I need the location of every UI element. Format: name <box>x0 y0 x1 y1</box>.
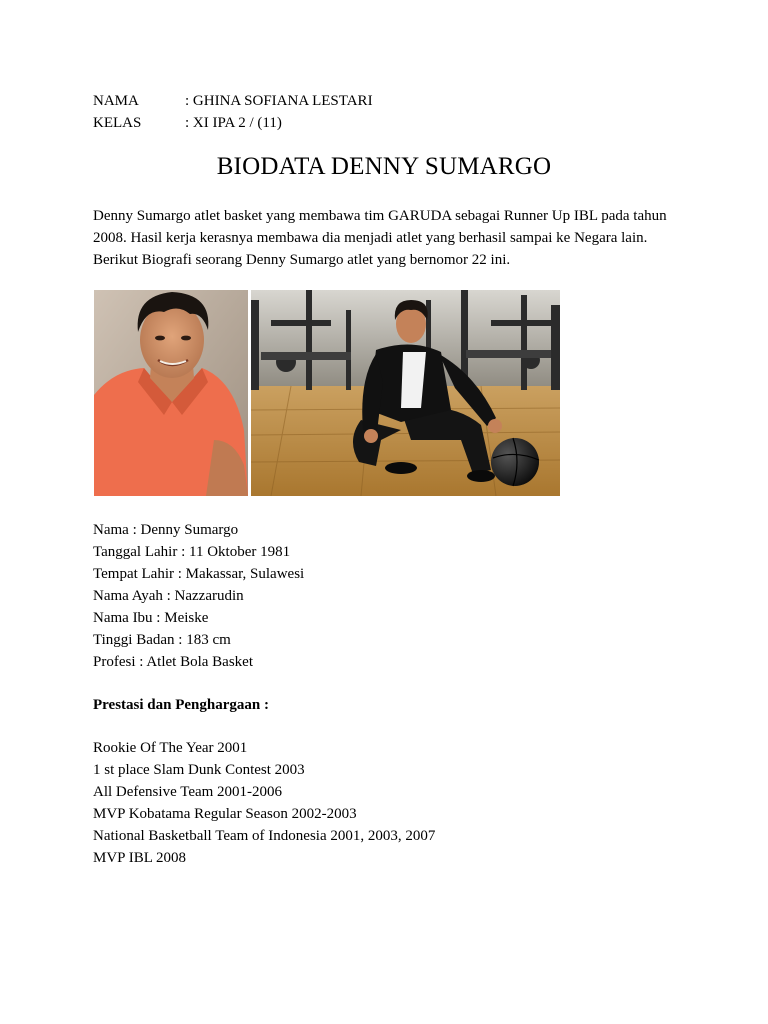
name-value: : GHINA SOFIANA LESTARI <box>185 93 373 109</box>
class-value: : XI IPA 2 / (11) <box>185 115 282 131</box>
page-title: BIODATA DENNY SUMARGO <box>216 153 552 180</box>
achievement-item: National Basketball Team of Indonesia 2001, 2003, 2007 <box>93 828 436 844</box>
achievement-item: MVP IBL 2008 <box>93 850 187 866</box>
info-mother: Nama Ibu : Meiske <box>93 610 209 626</box>
info-birth-date: Tanggal Lahir : 11 Oktober 1981 <box>93 544 291 560</box>
achievement-item: All Defensive Team 2001-2006 <box>93 784 283 800</box>
intro-paragraph: Denny Sumargo atlet basket yang membawa tim GARUDA sebagai Runner Up IBL pada tahun 2008. Hasil kerja kerasnya membawa dia menjadi atlet yang berhasil sampai ke Negara lain. Berikut Biografi seorang Denny Sumargo atlet yang bernomor 22 ini. <box>93 208 667 268</box>
bio-info-list <box>93 519 304 673</box>
header-name-row <box>93 92 373 110</box>
gym-photo <box>251 290 560 496</box>
header-class-row <box>93 114 282 132</box>
portrait-photo <box>94 290 248 496</box>
name-label: NAMA <box>93 93 139 109</box>
achievements-heading: Prestasi dan Penghargaan : <box>93 697 269 713</box>
info-birth-place: Tempat Lahir : Makassar, Sulawesi <box>93 566 305 582</box>
achievement-item: MVP Kobatama Regular Season 2002-2003 <box>93 806 357 822</box>
class-label: KELAS <box>93 115 142 131</box>
info-name: Nama : Denny Sumargo <box>93 522 239 538</box>
achievements-list <box>93 737 435 869</box>
info-profession: Profesi : Atlet Bola Basket <box>93 654 253 670</box>
info-height: Tinggi Badan : 183 cm <box>93 632 231 648</box>
info-father: Nama Ayah : Nazzarudin <box>93 588 244 604</box>
achievement-item: 1 st place Slam Dunk Contest 2003 <box>93 762 305 778</box>
achievement-item: Rookie Of The Year 2001 <box>93 740 248 756</box>
